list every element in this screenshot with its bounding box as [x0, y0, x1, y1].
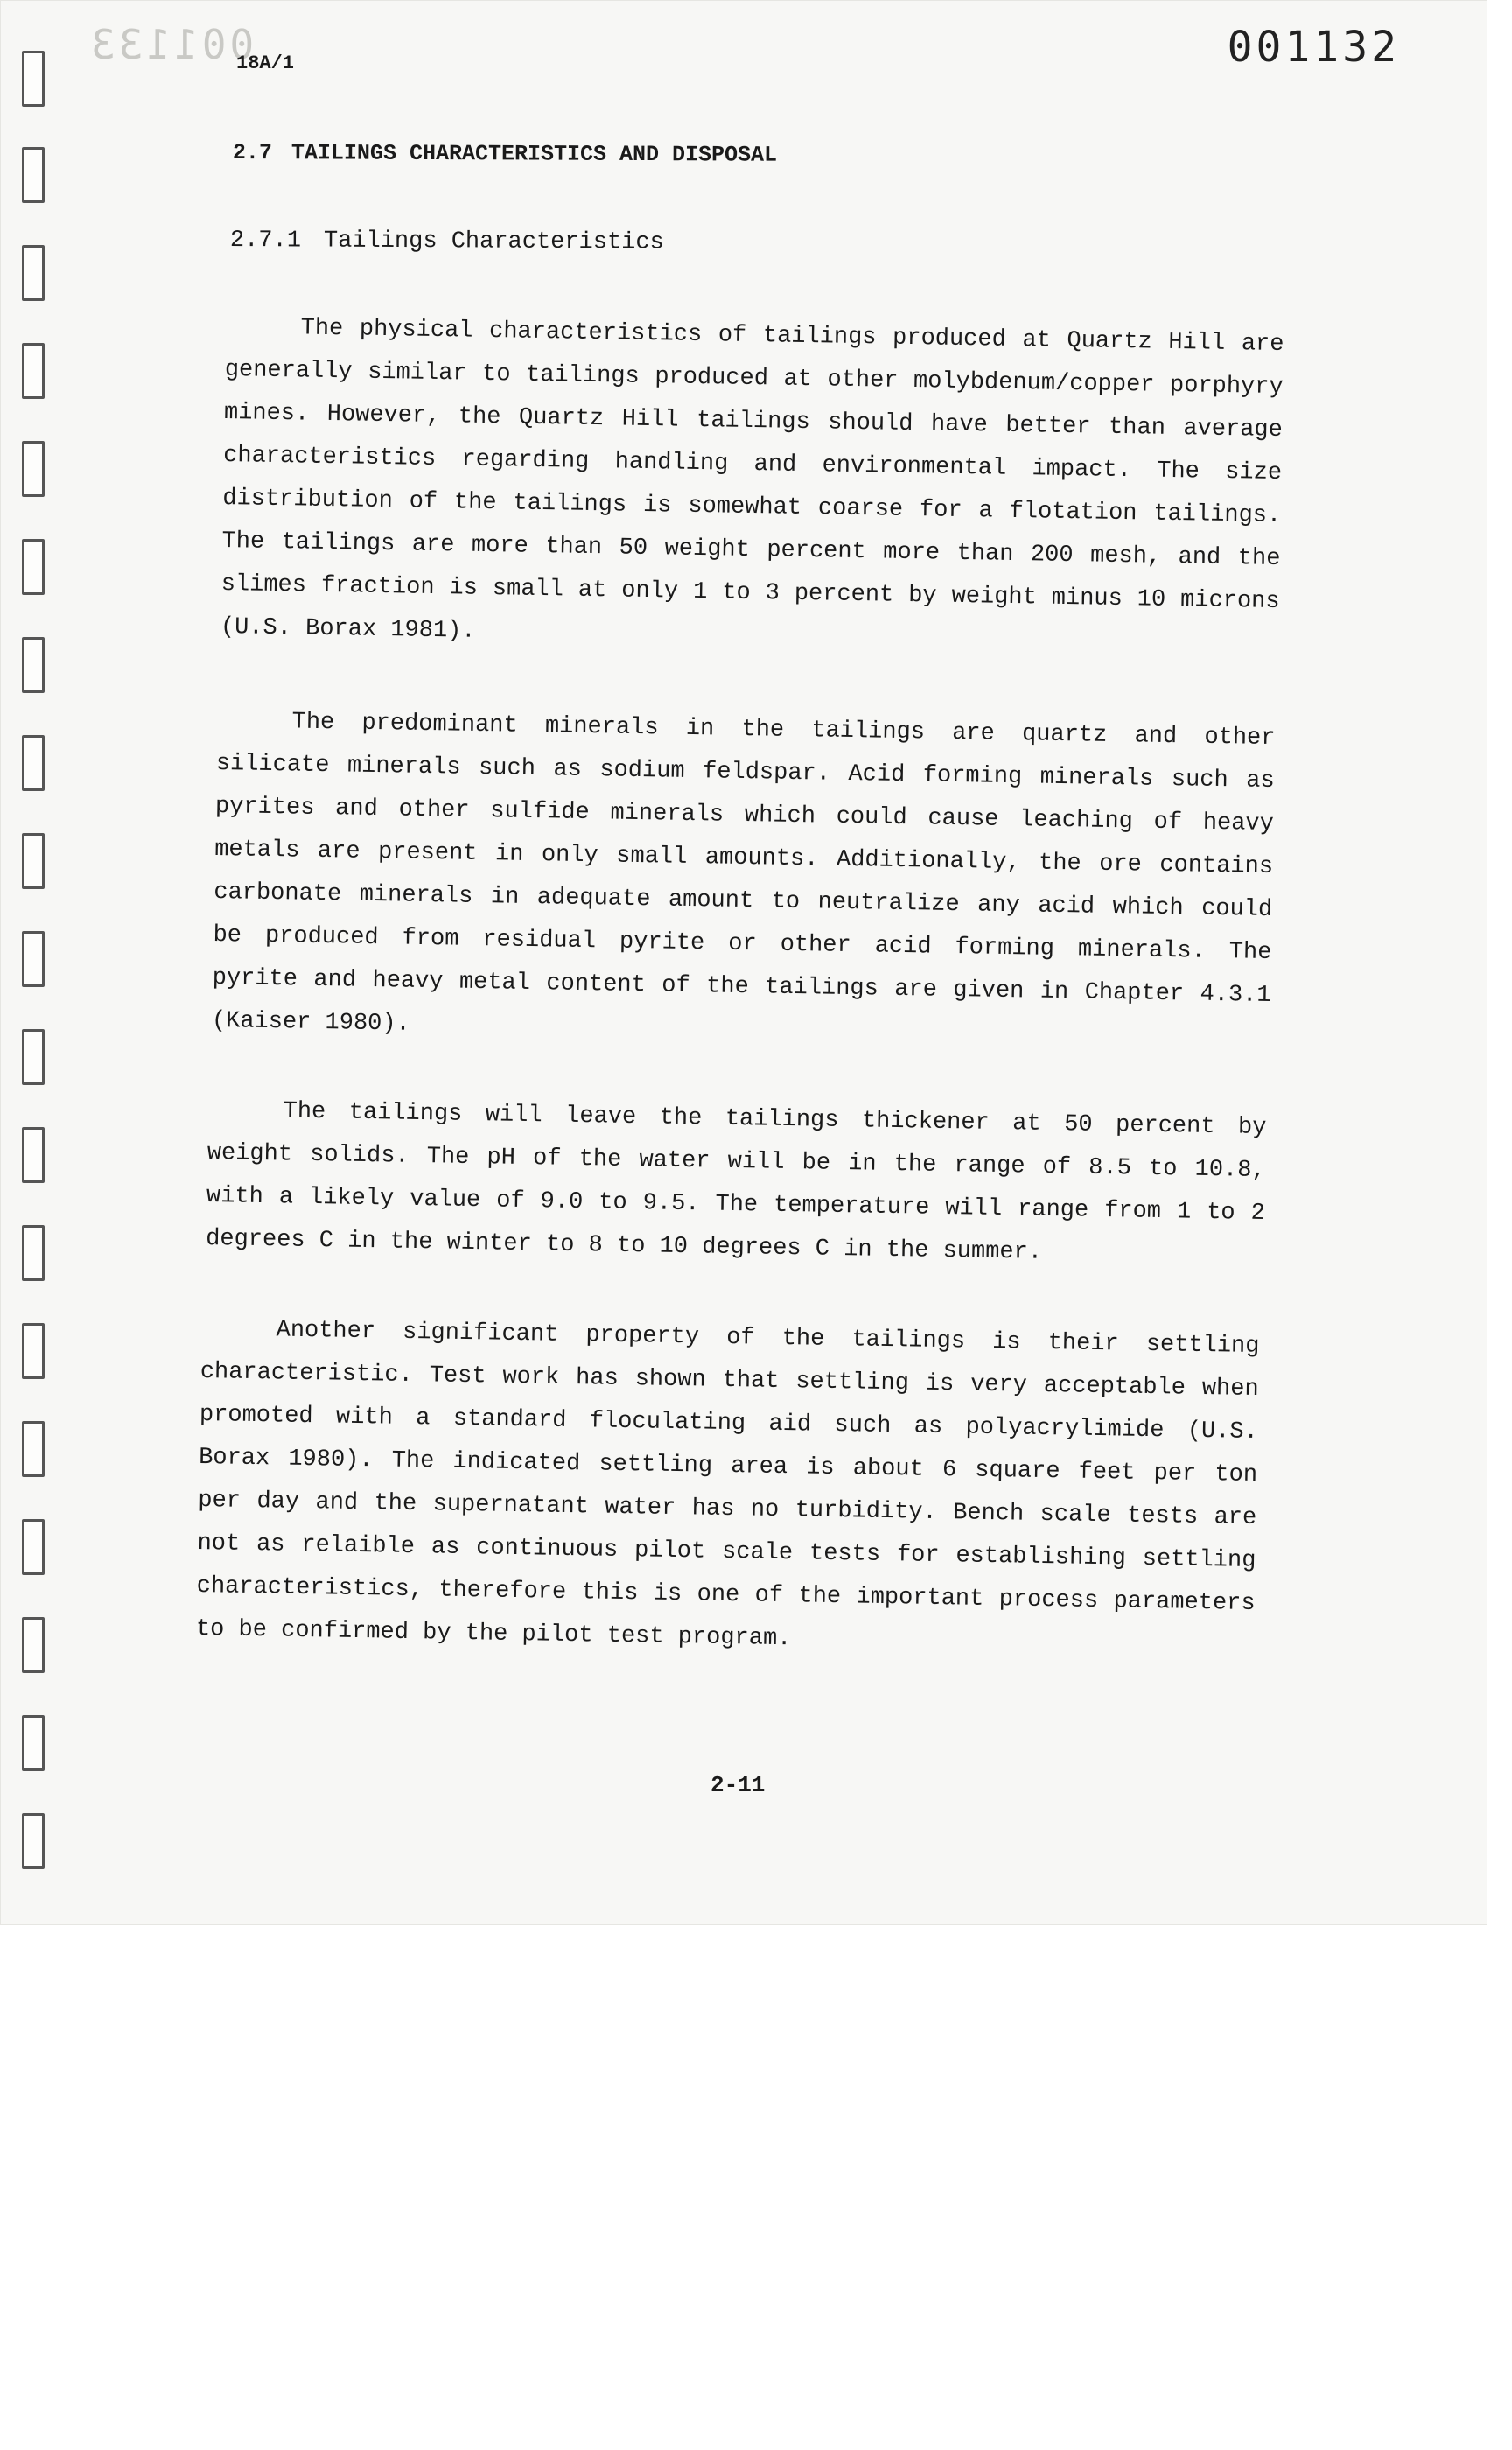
paragraph: The physical characteristics of tailings produced at Quartz Hill are generally similar to tailings produced at other molybdenum/copper porphyry mines. However, the Quartz Hill tailings should have better than average characteristics regarding handling and environmental impact. The size distribution of the tailings is somewhat coarse for a flotation tailings. The tailings are more than 50 weight percent more than 200 mesh, and the slimes fraction is small at only 1 to 3 percent by weight minus 10 microns (U.S. Borax 1981).	[220, 315, 1284, 645]
binder-hole	[22, 1225, 45, 1281]
binder-hole	[22, 1617, 45, 1673]
binder-hole	[22, 1813, 45, 1869]
binder-hole	[22, 1421, 45, 1477]
document-code: 18A/1	[236, 52, 295, 74]
document-number: 001132	[1227, 23, 1400, 72]
subsection-title: Tailings Characteristics	[323, 228, 664, 256]
binder-hole	[22, 735, 45, 791]
section-number: 2.7	[232, 140, 273, 166]
subsection-number: 2.7.1	[229, 228, 302, 255]
section-title: TAILINGS CHARACTERISTICS AND DISPOSAL	[290, 140, 778, 168]
binder-hole	[22, 147, 45, 203]
binder-hole	[22, 1519, 45, 1575]
paragraph: The tailings will leave the tailings thickener at 50 percent by weight solids. The pH of the water will be in the range of 8.5 to 10.8, with a likely value of 9.0 to 9.5. The temperature will range from 1 to 2 degrees C in the winter to 8 to 10 degrees C in the summer.	[205, 1098, 1267, 1266]
binder-hole	[22, 539, 45, 595]
binder-hole	[22, 1127, 45, 1183]
paragraph: The predominant minerals in the tailings are quartz and other silicate minerals such as sodium feldspar. Acid forming minerals such as pyrites and other sulfide minerals which could cause leaching of heavy metals are present in only small amounts. Additionally, the ore contains carbonate minerals in adequate amount to neutralize any acid which could be produced from residual pyrite or other acid forming minerals. The pyrite and heavy metal content of the tailings are given in Chapter 4.3.1 (Kaiser 1980).	[211, 709, 1276, 1038]
binder-hole	[22, 637, 45, 693]
binder-hole	[22, 1029, 45, 1085]
bleed-through-number: 001133	[88, 21, 255, 68]
subsection-heading	[230, 228, 664, 256]
binder-hole	[22, 833, 45, 889]
binder-hole	[22, 343, 45, 399]
paragraph: Another significant property of the tailings is their settling characteristic. Test work has shown that settling is very acceptable when promoted with a standard floculating aid such as polyacrylimide (U.S. Borax 1980). The indicated settling area is about 6 square feet per ton per day and the supernatant water has no turbidity. Bench scale tests are not as relaible as continuous pilot scale tests for establishing settling characteristics, therefore this is one of the important process parameters to be confirmed by the pilot test program.	[195, 1317, 1260, 1653]
binder-hole	[22, 245, 45, 301]
page-number: 2-11	[710, 1772, 766, 1798]
binder-hole	[22, 1323, 45, 1379]
section-heading	[233, 140, 777, 168]
binder-hole	[22, 441, 45, 497]
binder-hole	[22, 931, 45, 987]
binder-hole	[22, 1715, 45, 1771]
binder-hole	[22, 51, 45, 107]
